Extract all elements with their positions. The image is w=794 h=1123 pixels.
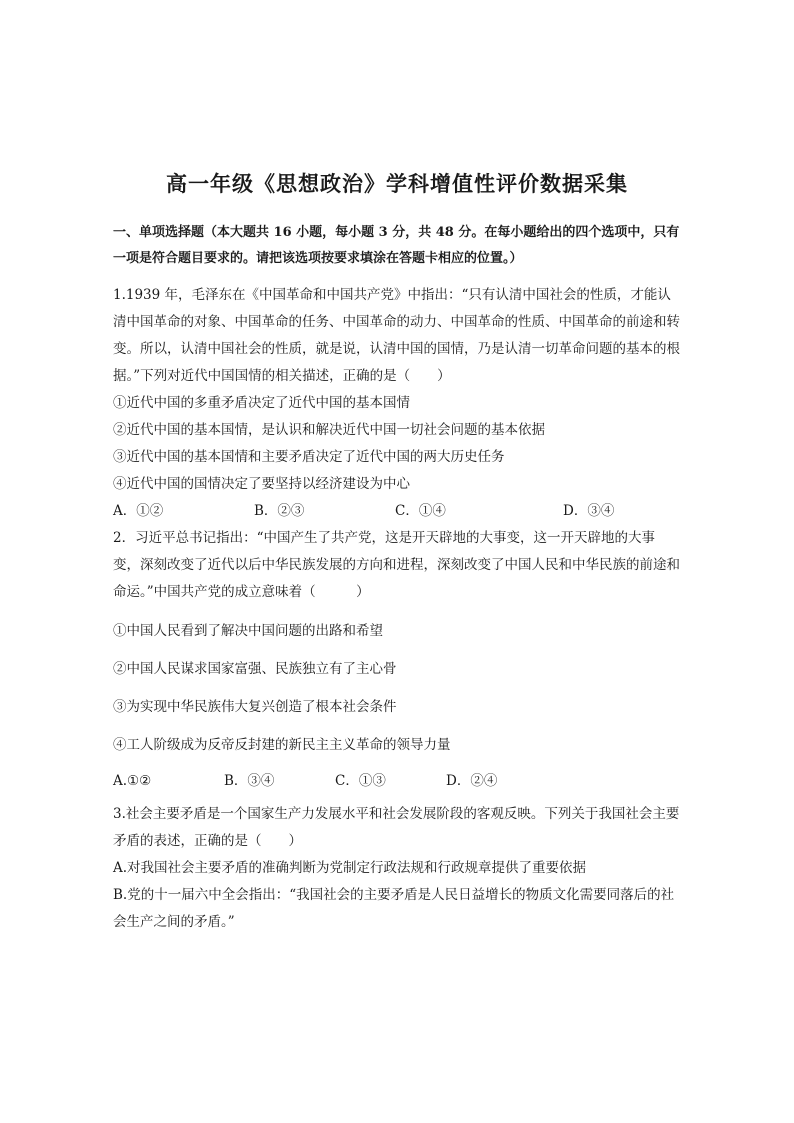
question-stem: 3.社会主要矛盾是一个国家生产力发展水平和社会发展阶段的客观反映。下列关于我国社会主要矛盾的表述，正确的是（ ） [113, 806, 680, 849]
answer-choices [113, 768, 681, 795]
statement-option: ③近代中国的基本国情和主要矛盾决定了近代中国的两大历史任务 [113, 449, 505, 465]
choice-c: C．①③ [335, 773, 386, 789]
section-heading: 一、单项选择题（本大题共 16 小题，每小题 3 分，共 48 分。在每小题给出的四个选项中，只有一项是符合题目要求的。请把该选项按要求填涂在答题卡相应的位置。） [113, 225, 680, 266]
answer-choices [113, 498, 681, 525]
choice-a: A.①② [113, 773, 152, 789]
question-stem: 2．习近平总书记指出：“中国产生了共产党，这是开天辟地的大事变，这一开天辟地的大事变，深刻改变了近代以后中华民族发展的方向和进程，深刻改变了中国人民和中华民族的前途和命运。”中国共产党的成立意味着（ ） [113, 530, 680, 600]
statement-option: ②近代中国的基本国情，是认识和解决近代中国一切社会问题的基本依据 [113, 422, 545, 438]
statement-option: ③为实现中华民族伟大复兴创造了根本社会条件 [113, 699, 397, 715]
choice-a: A．①② [113, 503, 164, 519]
question-stem: 1.1939 年，毛泽东在《中国革命和中国共产党》中指出：“只有认清中国社会的性质，才能认清中国革命的对象、中国革命的任务、中国革命的动力、中国革命的性质、中国革命的前途和转变。所以，认清中国社会的性质，就是说，认清中国的国情，乃是认清一切革命问题的基本的根据。”下列对近代中国国情的相关描述，正确的是（ ） [113, 287, 680, 384]
statement-option: ②中国人民谋求国家富强、民族独立有了主心骨 [113, 661, 397, 677]
choice-a: A.对我国社会主要矛盾的准确判断为党制定行政法规和行政规章提供了重要依据 [113, 860, 587, 876]
question-3 [113, 801, 681, 936]
choice-b: B．②③ [254, 503, 305, 519]
choice-b: B.党的十一届六中全会指出：“我国社会的主要矛盾是人民日益增长的物质文化需要同落后的社会生产之间的矛盾。” [113, 887, 675, 930]
choice-c: C．①④ [395, 503, 446, 519]
choice-d: D．③④ [563, 503, 615, 519]
statement-option: ④工人阶级成为反帝反封建的新民主主义革命的领导力量 [113, 737, 451, 753]
question-2 [113, 525, 681, 795]
page-title: 高一年级《思想政治》学科增值性评价数据采集 [166, 172, 628, 196]
statement-option: ①中国人民看到了解决中国问题的出路和希望 [113, 623, 383, 639]
choice-b: B．③④ [224, 773, 275, 789]
statement-option: ①近代中国的多重矛盾决定了近代中国的基本国情 [113, 395, 410, 411]
statement-option: ④近代中国的国情决定了要坚持以经济建设为中心 [113, 476, 410, 492]
question-1 [113, 282, 681, 525]
choice-d: D．②④ [446, 773, 498, 789]
